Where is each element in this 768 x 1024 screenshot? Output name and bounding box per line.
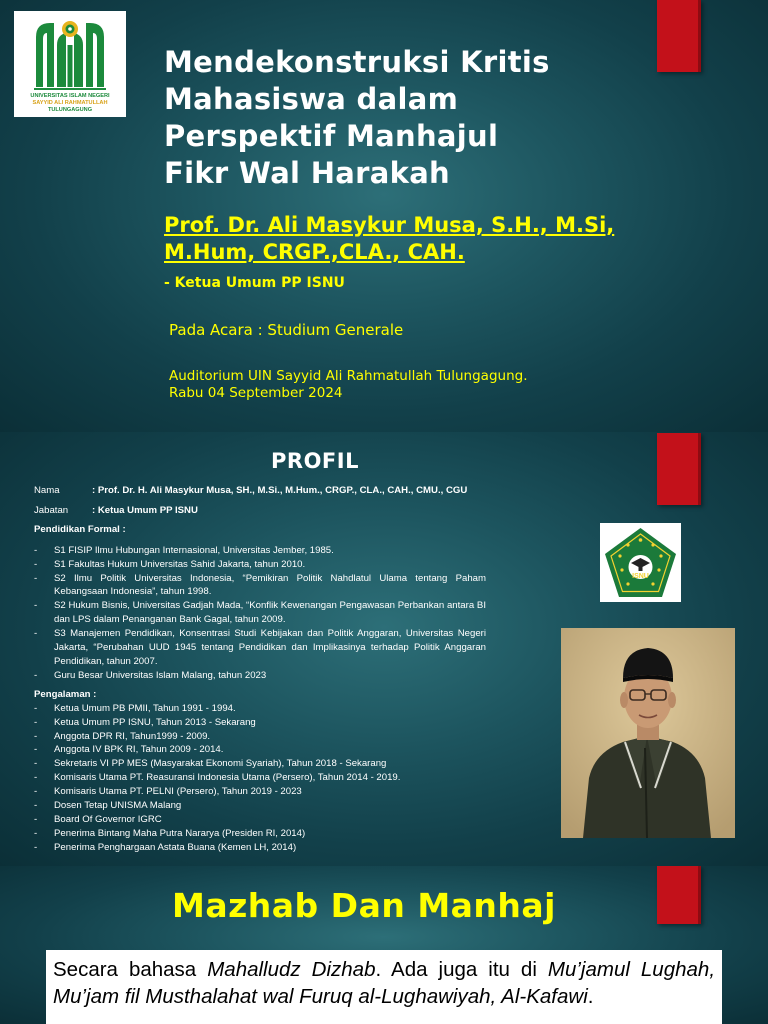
list-item: - Ketua Umum PP ISNU, Tahun 2013 - Sekarang [34,716,486,730]
list-item: - Penerima Bintang Maha Putra Nararya (Presiden RI, 2014) [34,827,486,841]
logo-text-line-2: SAYYID ALI RAHMATULLAH [32,100,108,106]
isnu-logo-label: ISNU [632,573,649,580]
list-item: - Dosen Tetap UNISMA Malang [34,799,486,813]
slide-profile [0,432,768,866]
speaker-line: Prof. Dr. Ali Masykur Musa, S.H., M.Si, [164,213,615,237]
experience-list [34,702,486,855]
list-item: - Anggota IV BPK RI, Tahun 2009 - 2014. [34,743,486,757]
list-item: - Board Of Governor IGRC [34,813,486,827]
education-list [34,544,486,683]
event-venue [169,368,527,402]
list-item: - S3 Manajemen Pendidikan, Konsentrasi Studi Kebijakan dan Politik Anggaran, Universitas Negeri Jakarta, “Perubahan UUD 1945 tentang Pendidikan dan Implikasinya terhadap Politik Anggaran Pendidikan, tahun 2007. [34,627,486,669]
title-line: Fikr Wal Harakah [164,156,451,190]
list-item: - Sekretaris VI PP MES (Masyarakat Ekonomi Syariah), Tahun 2018 - Sekarang [34,757,486,771]
event-name: Pada Acara : Studium Generale [169,321,404,339]
name-row [34,484,486,498]
definition-text: Secara bahasa [53,958,208,981]
profile-heading: PROFIL [271,449,359,473]
logo-text-line-1: UNIVERSITAS ISLAM NEGERI [30,93,110,99]
definition-text: . [587,985,594,1008]
list-item: - Penerima Penghargaan Astata Buana (Kemen LH, 2014) [34,841,486,855]
section-heading: Mazhab Dan Manhaj [171,886,556,925]
slide-mazhab [0,866,768,1024]
speaker-line: M.Hum, CRGP.,CLA., CAH. [164,240,465,264]
list-item: - S2 Hukum Bisnis, Universitas Gadjah Mada, “Konflik Kewenangan Pengawasan Perbankan antara BI dan LPS dalam Penanganan Bank Gagal, tahun 2009. [34,599,486,627]
list-item: - S1 FISIP Ilmu Hubungan Internasional, Universitas Jember, 1985. [34,544,486,558]
speaker-photo [561,628,735,838]
red-accent-tab [657,433,701,505]
list-item: - Ketua Umum PB PMII, Tahun 1991 - 1994. [34,702,486,716]
uin-logo [14,11,126,117]
name-label: Nama [34,485,60,496]
experience-heading: Pengalaman : [34,688,97,700]
list-item: - Komisaris Utama PT. PELNI (Persero), Tahun 2019 - 2023 [34,785,486,799]
definition-text-box [46,950,722,1024]
list-item: - Komisaris Utama PT. Reasuransi Indonesia Utama (Persero), Tahun 2014 - 2019. [34,771,486,785]
speaker-role: - Ketua Umum PP ISNU [164,275,345,291]
logo-text-line-3: TULUNGAGUNG [47,107,93,113]
presentation-title [164,44,634,192]
venue-line: Auditorium UIN Sayyid Ali Rahmatullah Tulungagung. [169,368,528,384]
position-value: : Ketua Umum PP ISNU [92,504,198,516]
list-item: - Guru Besar Universitas Islam Malang, tahun 2023 [34,669,486,683]
title-line: Mahasiswa dalam [164,82,459,116]
list-item: - S1 Fakultas Hukum Universitas Sahid Jakarta, tahun 2010. [34,558,486,572]
red-accent-tab [657,0,701,72]
definition-term: Mahalludz Dizhab [207,958,376,981]
title-line: Mendekonstruksi Kritis [164,45,550,79]
list-item: - Anggota DPR RI, Tahun1999 - 2009. [34,730,486,744]
profile-text [34,484,486,855]
name-value: : Prof. Dr. H. Ali Masykur Musa, SH., M.Si., M.Hum., CRGP., CLA., CAH., CMU., CGU [92,485,468,496]
date-line: Rabu 04 September 2024 [169,385,343,401]
title-line: Perspektif Manhajul [164,119,499,153]
isnu-logo [600,523,681,602]
list-item: - S2 Ilmu Politik Universitas Indonesia, “Pemikiran Politik Nahdlatul Ulama tentang Paham Kebangsaan Indonesia”, tahun 1998. [34,572,486,600]
slide-title [0,0,768,432]
position-row [34,504,486,518]
definition-sources: Mu’jamul Lughah, Mu’jam fil Musthalahat wal Furuq al-Lughawiyah, Al-Kafawi [53,958,716,1008]
education-heading: Pendidikan Formal : [34,523,126,535]
speaker-name [164,212,664,266]
definition-text: . Ada juga itu di [375,958,548,981]
position-label: Jabatan [34,504,69,516]
